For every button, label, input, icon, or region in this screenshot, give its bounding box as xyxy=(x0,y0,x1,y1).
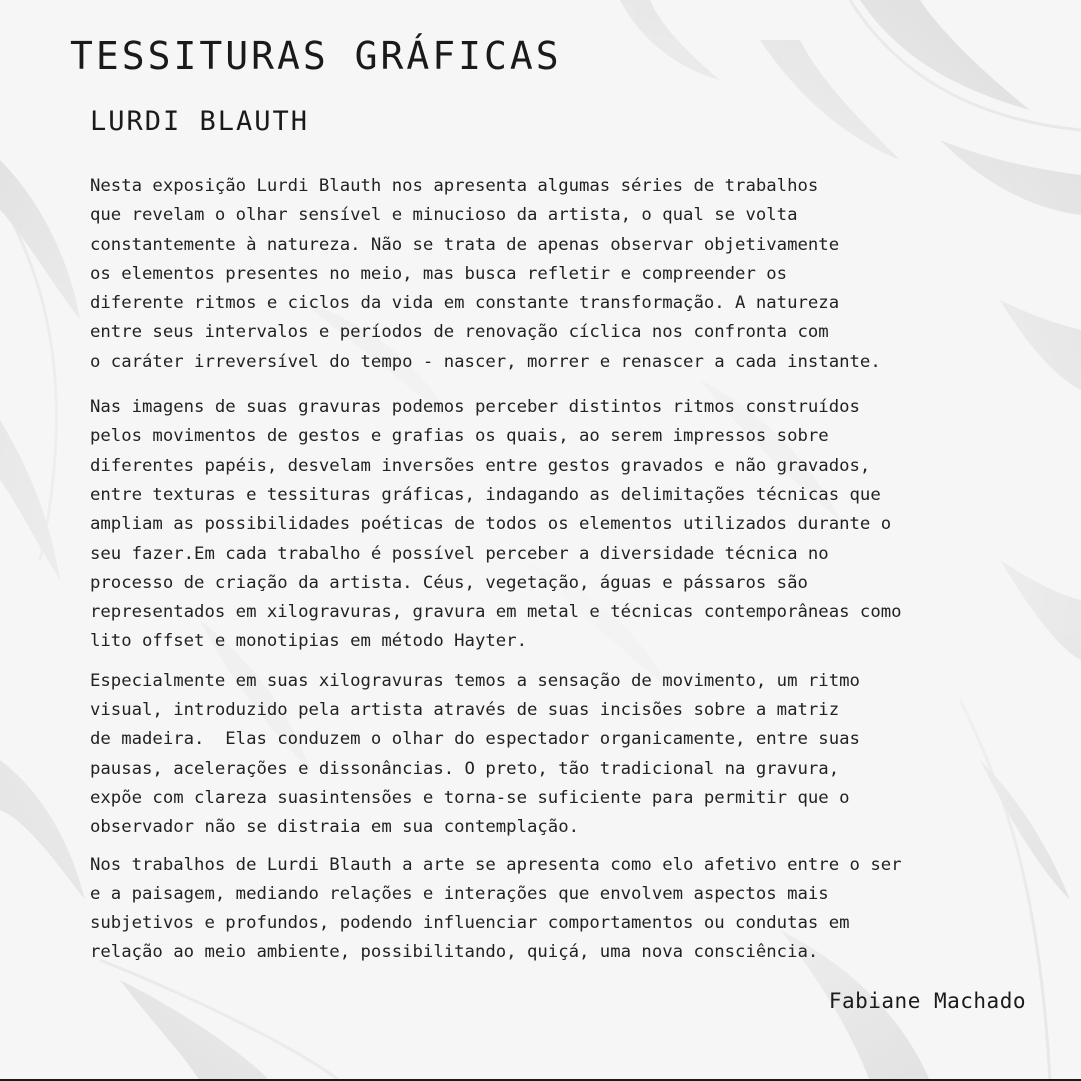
text-line: Nesta exposição Lurdi Blauth nos apresenta algumas séries de trabalhos xyxy=(90,176,819,196)
text-line: observador não se distraia em sua contemplação. xyxy=(90,817,579,838)
text-line: e a paisagem, mediando relações e interações que envolvem aspectos mais xyxy=(90,883,829,904)
text-line: Especialmente em suas xilogravuras temos a sensação de movimento, um ritmo xyxy=(90,670,860,691)
text-line: Nos trabalhos de Lurdi Blauth a arte se apresenta como elo afetivo entre o ser xyxy=(90,854,902,875)
text-line: ampliam as possibilidades poéticas de todos os elementos utilizados durante o xyxy=(90,514,892,535)
paragraph-4 xyxy=(90,851,1050,968)
text-line: representados em xilogravuras, gravura em metal e técnicas contemporâneas como xyxy=(90,602,902,623)
text-line: lito offset e monotipias em método Hayter. xyxy=(90,631,527,652)
text-line: que revelam o olhar sensível e minucioso da artista, o qual se volta xyxy=(90,205,798,226)
text-line: entre seus intervalos e períodos de renovação cíclica nos confronta com xyxy=(90,322,829,343)
artist-name: LURDI BLAUTH xyxy=(90,106,310,137)
text-line: expõe com clareza suasintensões e torna-se suficiente para permitir que o xyxy=(90,787,850,808)
author-signature: Fabiane Machado xyxy=(828,989,1026,1013)
text-line: os elementos presentes no meio, mas busca refletir e compreender os xyxy=(90,263,788,284)
text-line: diferentes papéis, desvelam inversões entre gestos gravados e não gravados, xyxy=(90,455,871,476)
text-line: pausas, acelerações e dissonâncias. O preto, tão tradicional na gravura, xyxy=(90,758,840,779)
paragraph-2 xyxy=(90,393,1050,657)
text-line: entre texturas e tessituras gráficas, indagando as delimitações técnicas que xyxy=(90,484,881,505)
text-line: processo de criação da artista. Céus, vegetação, águas e pássaros são xyxy=(90,572,808,593)
exhibition-text xyxy=(90,172,1050,968)
text-line: subjetivos e profundos, podendo influenciar comportamentos ou condutas em xyxy=(90,913,850,934)
text-line: diferente ritmos e ciclos da vida em constante transformação. A natureza xyxy=(90,293,840,314)
paragraph-1 xyxy=(90,172,1050,377)
text-line: pelos movimentos de gestos e grafias os quais, ao serem impressos sobre xyxy=(90,426,829,447)
text-line: de madeira. Elas conduzem o olhar do espectador organicamente, entre suas xyxy=(90,729,860,750)
paragraph-3 xyxy=(90,667,1050,843)
text-line: relação ao meio ambiente, possibilitando, quiçá, uma nova consciência. xyxy=(90,942,819,963)
text-line: visual, introduzido pela artista através de suas incisões sobre a matriz xyxy=(90,700,840,721)
text-line: seu fazer.Em cada trabalho é possível perceber a diversidade técnica no xyxy=(90,543,829,564)
page-title: TESSITURAS GRÁFICAS xyxy=(70,34,562,78)
text-line: o caráter irreversível do tempo - nascer, morrer e renascer a cada instante. xyxy=(90,351,881,372)
text-line: Nas imagens de suas gravuras podemos perceber distintos ritmos construídos xyxy=(90,397,860,418)
text-line: constantemente à natureza. Não se trata de apenas observar objetivamente xyxy=(90,234,840,255)
